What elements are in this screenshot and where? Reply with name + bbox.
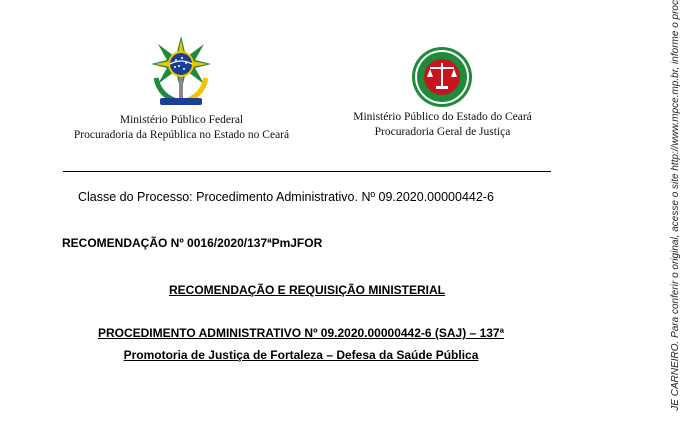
mpce-seal-icon <box>410 45 474 109</box>
side-verification-text: JE CARNEIRO. Para conferir o original, acesse o site http://www.mpce.mp.br, informe o proc <box>670 0 681 411</box>
recommendation-number: RECOMENDAÇÃO Nº 0016/2020/137ªPmJFOR <box>62 236 323 250</box>
brazil-coat-of-arms-icon <box>146 34 216 108</box>
process-class: Classe do Processo: Procedimento Administrativo. Nº 09.2020.00000442-6 <box>78 190 494 204</box>
document-heading: RECOMENDAÇÃO E REQUISIÇÃO MINISTERIAL <box>168 283 445 297</box>
side-verification-note <box>666 0 686 425</box>
procedure-line1: PROCEDIMENTO ADMINISTRATIVO Nº 09.2020.00000442-6 (SAJ) – 137ª <box>97 326 505 340</box>
left-header-line2: Procuradoria da República no Estado no Ceará <box>73 129 290 141</box>
left-header-line1: Ministério Público Federal <box>119 114 244 126</box>
right-header-line1: Ministério Público do Estado do Ceará <box>353 111 532 123</box>
header-divider <box>63 171 551 172</box>
procedure-line2: Promotoria de Justiça de Fortaleza – Defesa da Saúde Pública <box>123 348 479 362</box>
right-header-line2: Procuradoria Geral de Justiça <box>374 126 511 138</box>
